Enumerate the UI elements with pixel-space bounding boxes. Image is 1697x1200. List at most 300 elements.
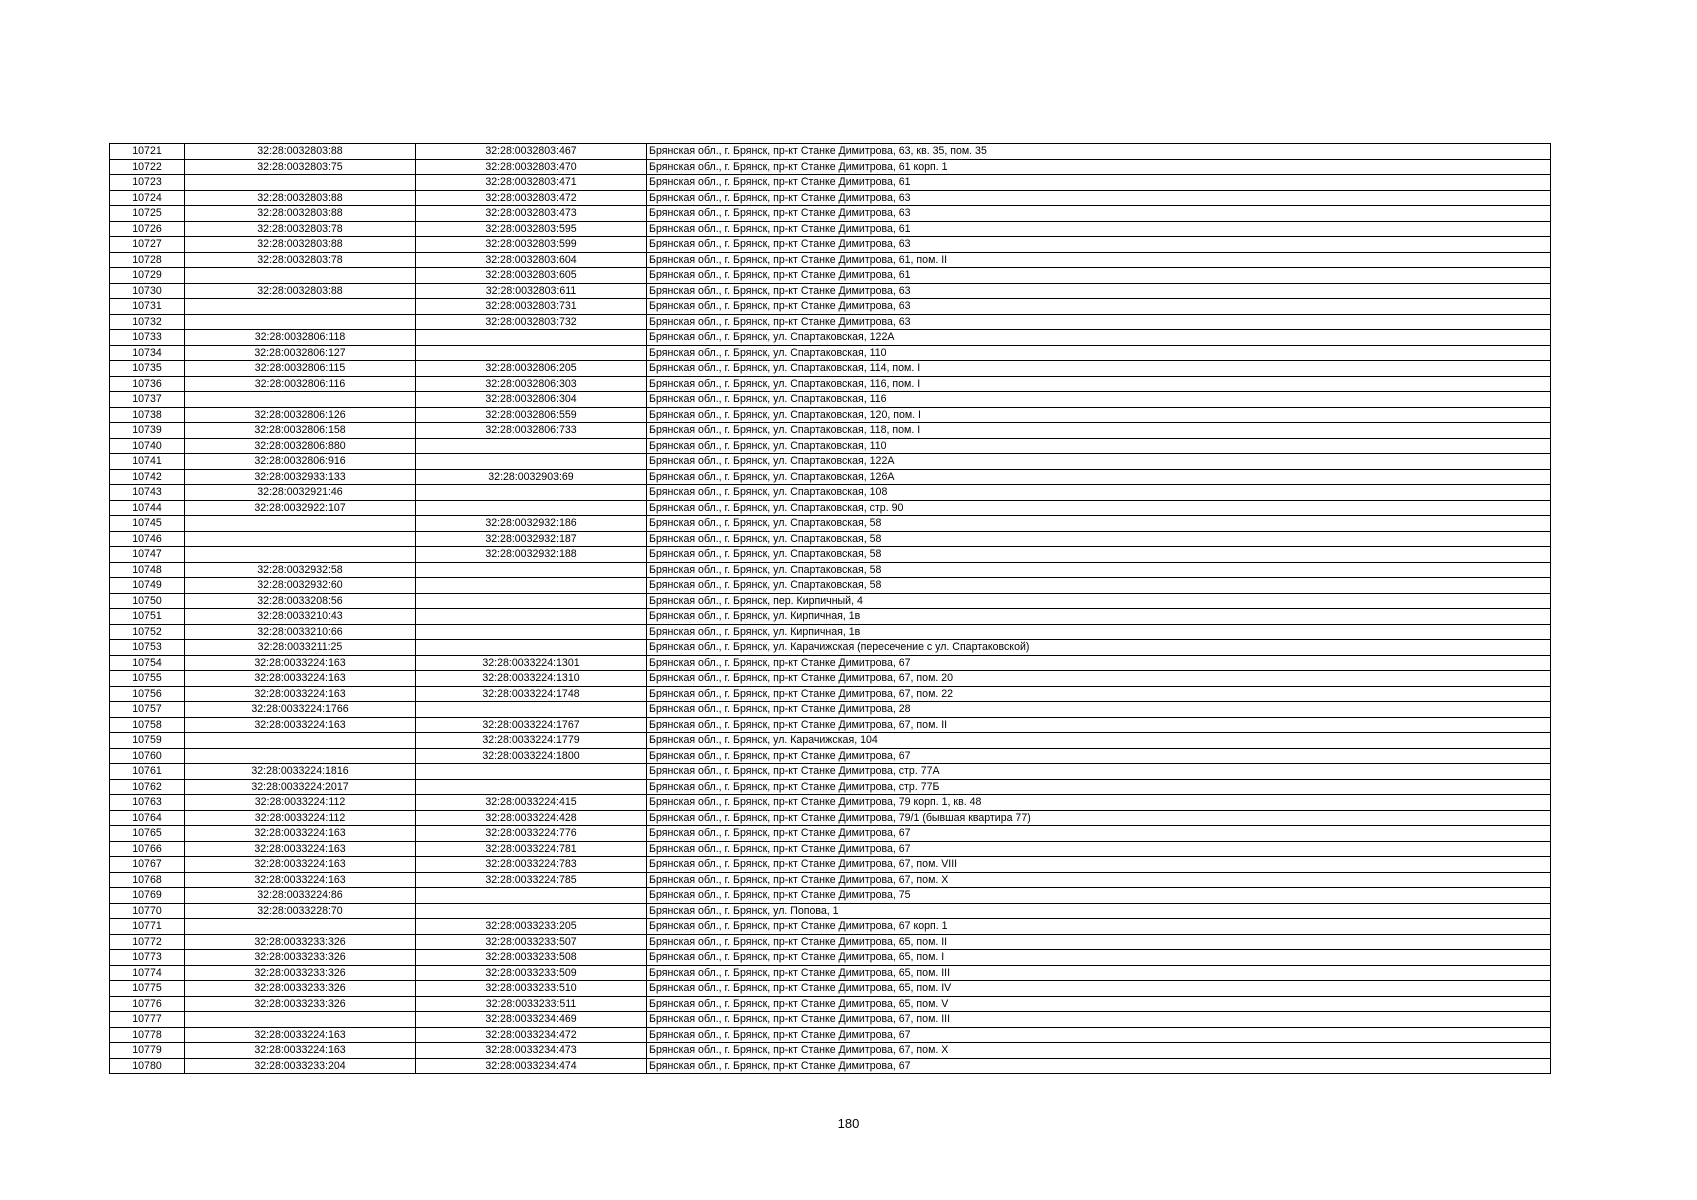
table-row — [110, 655, 1551, 671]
object-cadastral-number-cell — [416, 330, 647, 346]
row-number-cell: 10768 — [110, 872, 185, 888]
row-number-cell: 10765 — [110, 826, 185, 842]
row-number-cell: 10728 — [110, 252, 185, 268]
address-cell: Брянская обл., г. Брянск, пр-кт Станке Димитрова, 67, пом. X — [647, 872, 1551, 888]
object-cadastral-number-cell: 32:28:0033234:472 — [416, 1027, 647, 1043]
object-cadastral-number-cell: 32:28:0033233:510 — [416, 981, 647, 997]
land-plot-cadastral-number-cell: 32:28:0032806:127 — [185, 345, 416, 361]
object-cadastral-number-cell — [416, 888, 647, 904]
table-row — [110, 516, 1551, 532]
land-plot-cadastral-number-cell: 32:28:0033228:70 — [185, 903, 416, 919]
row-number-cell: 10723 — [110, 175, 185, 191]
address-cell: Брянская обл., г. Брянск, пр-кт Станке Димитрова, 65, пом. II — [647, 934, 1551, 950]
land-plot-cadastral-number-cell: 32:28:0032921:46 — [185, 485, 416, 501]
land-plot-cadastral-number-cell: 32:28:0033224:163 — [185, 826, 416, 842]
address-cell: Брянская обл., г. Брянск, ул. Спартаковская, 58 — [647, 562, 1551, 578]
address-cell: Брянская обл., г. Брянск, ул. Спартаковская, 108 — [647, 485, 1551, 501]
object-cadastral-number-cell: 32:28:0032803:595 — [416, 221, 647, 237]
land-plot-cadastral-number-cell — [185, 299, 416, 315]
row-number-cell: 10735 — [110, 361, 185, 377]
row-number-cell: 10755 — [110, 671, 185, 687]
land-plot-cadastral-number-cell: 32:28:0033224:1816 — [185, 764, 416, 780]
object-cadastral-number-cell: 32:28:0032932:186 — [416, 516, 647, 532]
address-cell: Брянская обл., г. Брянск, пр-кт Станке Димитрова, 65, пом. III — [647, 965, 1551, 981]
object-cadastral-number-cell: 32:28:0033224:1779 — [416, 733, 647, 749]
address-cell: Брянская обл., г. Брянск, ул. Спартаковская, 122А — [647, 330, 1551, 346]
land-plot-cadastral-number-cell — [185, 919, 416, 935]
object-cadastral-number-cell: 32:28:0033224:785 — [416, 872, 647, 888]
land-plot-cadastral-number-cell — [185, 314, 416, 330]
row-number-cell: 10762 — [110, 779, 185, 795]
land-plot-cadastral-number-cell: 32:28:0033224:163 — [185, 686, 416, 702]
object-cadastral-number-cell: 32:28:0032932:187 — [416, 531, 647, 547]
object-cadastral-number-cell — [416, 702, 647, 718]
land-plot-cadastral-number-cell: 32:28:0032803:75 — [185, 159, 416, 175]
object-cadastral-number-cell: 32:28:0033224:428 — [416, 810, 647, 826]
table-row — [110, 392, 1551, 408]
table-row — [110, 1012, 1551, 1028]
row-number-cell: 10779 — [110, 1043, 185, 1059]
address-cell: Брянская обл., г. Брянск, пр-кт Станке Димитрова, 67, пом. 20 — [647, 671, 1551, 687]
row-number-cell: 10736 — [110, 376, 185, 392]
address-cell: Брянская обл., г. Брянск, пр-кт Станке Димитрова, 63, кв. 35, пом. 35 — [647, 144, 1551, 160]
row-number-cell: 10731 — [110, 299, 185, 315]
address-cell: Брянская обл., г. Брянск, ул. Спартаковская, 122А — [647, 454, 1551, 470]
object-cadastral-number-cell: 32:28:0032803:472 — [416, 190, 647, 206]
table-row — [110, 671, 1551, 687]
table-row — [110, 810, 1551, 826]
row-number-cell: 10760 — [110, 748, 185, 764]
table-row — [110, 996, 1551, 1012]
land-plot-cadastral-number-cell: 32:28:0032803:88 — [185, 144, 416, 160]
address-cell: Брянская обл., г. Брянск, ул. Спартаковская, 116, пом. I — [647, 376, 1551, 392]
land-plot-cadastral-number-cell: 32:28:0033224:112 — [185, 795, 416, 811]
object-cadastral-number-cell: 32:28:0033234:474 — [416, 1058, 647, 1074]
row-number-cell: 10759 — [110, 733, 185, 749]
table-row — [110, 314, 1551, 330]
address-cell: Брянская обл., г. Брянск, ул. Карачижская, 104 — [647, 733, 1551, 749]
object-cadastral-number-cell: 32:28:0032803:605 — [416, 268, 647, 284]
object-cadastral-number-cell: 32:28:0033233:205 — [416, 919, 647, 935]
row-number-cell: 10770 — [110, 903, 185, 919]
land-plot-cadastral-number-cell: 32:28:0032806:126 — [185, 407, 416, 423]
table-row — [110, 795, 1551, 811]
address-cell: Брянская обл., г. Брянск, пр-кт Станке Димитрова, 67 — [647, 1027, 1551, 1043]
land-plot-cadastral-number-cell — [185, 748, 416, 764]
row-number-cell: 10742 — [110, 469, 185, 485]
row-number-cell: 10729 — [110, 268, 185, 284]
land-plot-cadastral-number-cell: 32:28:0032806:116 — [185, 376, 416, 392]
object-cadastral-number-cell: 32:28:0032806:303 — [416, 376, 647, 392]
object-cadastral-number-cell: 32:28:0032803:467 — [416, 144, 647, 160]
object-cadastral-number-cell: 32:28:0033233:508 — [416, 950, 647, 966]
address-cell: Брянская обл., г. Брянск, пр-кт Станке Димитрова, 63 — [647, 237, 1551, 253]
address-cell: Брянская обл., г. Брянск, пр-кт Станке Димитрова, 67 — [647, 1058, 1551, 1074]
table-row — [110, 609, 1551, 625]
row-number-cell: 10745 — [110, 516, 185, 532]
table-row — [110, 857, 1551, 873]
object-cadastral-number-cell: 32:28:0033224:1301 — [416, 655, 647, 671]
land-plot-cadastral-number-cell: 32:28:0033211:25 — [185, 640, 416, 656]
object-cadastral-number-cell — [416, 609, 647, 625]
row-number-cell: 10777 — [110, 1012, 185, 1028]
row-number-cell: 10724 — [110, 190, 185, 206]
row-number-cell: 10758 — [110, 717, 185, 733]
address-cell: Брянская обл., г. Брянск, пр-кт Станке Димитрова, 61 — [647, 268, 1551, 284]
address-cell: Брянская обл., г. Брянск, пр-кт Станке Димитрова, стр. 77А — [647, 764, 1551, 780]
object-cadastral-number-cell: 32:28:0032806:733 — [416, 423, 647, 439]
row-number-cell: 10756 — [110, 686, 185, 702]
object-cadastral-number-cell: 32:28:0033233:507 — [416, 934, 647, 950]
row-number-cell: 10754 — [110, 655, 185, 671]
address-cell: Брянская обл., г. Брянск, ул. Спартаковская, 118, пом. I — [647, 423, 1551, 439]
object-cadastral-number-cell: 32:28:0032803:599 — [416, 237, 647, 253]
land-plot-cadastral-number-cell — [185, 1012, 416, 1028]
row-number-cell: 10722 — [110, 159, 185, 175]
object-cadastral-number-cell — [416, 345, 647, 361]
row-number-cell: 10778 — [110, 1027, 185, 1043]
land-plot-cadastral-number-cell: 32:28:0032803:78 — [185, 221, 416, 237]
row-number-cell: 10773 — [110, 950, 185, 966]
land-plot-cadastral-number-cell: 32:28:0032803:78 — [185, 252, 416, 268]
land-plot-cadastral-number-cell: 32:28:0032803:88 — [185, 206, 416, 222]
address-cell: Брянская обл., г. Брянск, пер. Кирпичный, 4 — [647, 593, 1551, 609]
table-row — [110, 686, 1551, 702]
object-cadastral-number-cell — [416, 454, 647, 470]
row-number-cell: 10744 — [110, 500, 185, 516]
object-cadastral-number-cell: 32:28:0033224:1800 — [416, 748, 647, 764]
address-cell: Брянская обл., г. Брянск, пр-кт Станке Димитрова, 79 корп. 1, кв. 48 — [647, 795, 1551, 811]
land-plot-cadastral-number-cell: 32:28:0033233:326 — [185, 996, 416, 1012]
object-cadastral-number-cell: 32:28:0033224:1767 — [416, 717, 647, 733]
table-row — [110, 919, 1551, 935]
land-plot-cadastral-number-cell: 32:28:0032806:115 — [185, 361, 416, 377]
land-plot-cadastral-number-cell: 32:28:0033224:163 — [185, 671, 416, 687]
address-cell: Брянская обл., г. Брянск, ул. Кирпичная, 1в — [647, 609, 1551, 625]
row-number-cell: 10733 — [110, 330, 185, 346]
land-plot-cadastral-number-cell: 32:28:0032803:88 — [185, 237, 416, 253]
table-row — [110, 748, 1551, 764]
address-cell: Брянская обл., г. Брянск, ул. Спартаковская, 58 — [647, 531, 1551, 547]
land-plot-cadastral-number-cell: 32:28:0033233:326 — [185, 965, 416, 981]
land-plot-cadastral-number-cell: 32:28:0032806:880 — [185, 438, 416, 454]
object-cadastral-number-cell: 32:28:0033224:1748 — [416, 686, 647, 702]
row-number-cell: 10769 — [110, 888, 185, 904]
table-row — [110, 841, 1551, 857]
row-number-cell: 10739 — [110, 423, 185, 439]
object-cadastral-number-cell — [416, 500, 647, 516]
address-cell: Брянская обл., г. Брянск, ул. Спартаковская, 114, пом. I — [647, 361, 1551, 377]
address-cell: Брянская обл., г. Брянск, пр-кт Станке Димитрова, 28 — [647, 702, 1551, 718]
table-row — [110, 779, 1551, 795]
object-cadastral-number-cell: 32:28:0032803:470 — [416, 159, 647, 175]
land-plot-cadastral-number-cell — [185, 516, 416, 532]
land-plot-cadastral-number-cell: 32:28:0033224:163 — [185, 1027, 416, 1043]
address-cell: Брянская обл., г. Брянск, пр-кт Станке Димитрова, 61, пом. II — [647, 252, 1551, 268]
page-number: 180 — [837, 1116, 860, 1131]
table-row — [110, 361, 1551, 377]
address-cell: Брянская обл., г. Брянск, ул. Спартаковская, 116 — [647, 392, 1551, 408]
table-row — [110, 469, 1551, 485]
land-plot-cadastral-number-cell: 32:28:0032932:58 — [185, 562, 416, 578]
address-cell: Брянская обл., г. Брянск, ул. Спартаковская, 110 — [647, 345, 1551, 361]
table-row — [110, 299, 1551, 315]
row-number-cell: 10764 — [110, 810, 185, 826]
table-row — [110, 531, 1551, 547]
row-number-cell: 10740 — [110, 438, 185, 454]
land-plot-cadastral-number-cell — [185, 268, 416, 284]
table-row — [110, 500, 1551, 516]
row-number-cell: 10761 — [110, 764, 185, 780]
address-cell: Брянская обл., г. Брянск, ул. Кирпичная, 1в — [647, 624, 1551, 640]
row-number-cell: 10774 — [110, 965, 185, 981]
table-row — [110, 144, 1551, 160]
table-row — [110, 981, 1551, 997]
object-cadastral-number-cell — [416, 438, 647, 454]
address-cell: Брянская обл., г. Брянск, ул. Спартаковская, 58 — [647, 547, 1551, 563]
row-number-cell: 10726 — [110, 221, 185, 237]
table-row — [110, 717, 1551, 733]
table-row — [110, 252, 1551, 268]
address-cell: Брянская обл., г. Брянск, ул. Попова, 1 — [647, 903, 1551, 919]
object-cadastral-number-cell: 32:28:0033224:415 — [416, 795, 647, 811]
address-cell: Брянская обл., г. Брянск, пр-кт Станке Димитрова, 67, пом. 22 — [647, 686, 1551, 702]
table-row — [110, 872, 1551, 888]
object-cadastral-number-cell: 32:28:0032932:188 — [416, 547, 647, 563]
address-cell: Брянская обл., г. Брянск, ул. Спартаковская, 120, пом. I — [647, 407, 1551, 423]
address-cell: Брянская обл., г. Брянск, ул. Спартаковская, стр. 90 — [647, 500, 1551, 516]
object-cadastral-number-cell: 32:28:0032803:473 — [416, 206, 647, 222]
address-cell: Брянская обл., г. Брянск, пр-кт Станке Димитрова, 61 корп. 1 — [647, 159, 1551, 175]
land-plot-cadastral-number-cell: 32:28:0032806:158 — [185, 423, 416, 439]
object-cadastral-number-cell: 32:28:0033234:469 — [416, 1012, 647, 1028]
address-cell: Брянская обл., г. Брянск, пр-кт Станке Димитрова, 63 — [647, 190, 1551, 206]
row-number-cell: 10730 — [110, 283, 185, 299]
object-cadastral-number-cell: 32:28:0032803:611 — [416, 283, 647, 299]
land-plot-cadastral-number-cell: 32:28:0033224:163 — [185, 872, 416, 888]
table-row — [110, 1058, 1551, 1074]
land-plot-cadastral-number-cell: 32:28:0033208:56 — [185, 593, 416, 609]
row-number-cell: 10747 — [110, 547, 185, 563]
land-plot-cadastral-number-cell: 32:28:0033233:204 — [185, 1058, 416, 1074]
address-cell: Брянская обл., г. Брянск, пр-кт Станке Димитрова, 67, пом. III — [647, 1012, 1551, 1028]
row-number-cell: 10751 — [110, 609, 185, 625]
object-cadastral-number-cell: 32:28:0033224:1310 — [416, 671, 647, 687]
table-row — [110, 423, 1551, 439]
row-number-cell: 10780 — [110, 1058, 185, 1074]
table-row — [110, 934, 1551, 950]
object-cadastral-number-cell: 32:28:0032806:304 — [416, 392, 647, 408]
address-cell: Брянская обл., г. Брянск, пр-кт Станке Димитрова, 67, пом. X — [647, 1043, 1551, 1059]
object-cadastral-number-cell: 32:28:0032903:69 — [416, 469, 647, 485]
table-row — [110, 950, 1551, 966]
row-number-cell: 10725 — [110, 206, 185, 222]
row-number-cell: 10737 — [110, 392, 185, 408]
table-body — [110, 144, 1551, 1074]
row-number-cell: 10763 — [110, 795, 185, 811]
row-number-cell: 10766 — [110, 841, 185, 857]
land-plot-cadastral-number-cell: 32:28:0033224:163 — [185, 655, 416, 671]
table-row — [110, 578, 1551, 594]
address-cell: Брянская обл., г. Брянск, пр-кт Станке Димитрова, 63 — [647, 283, 1551, 299]
row-number-cell: 10727 — [110, 237, 185, 253]
table-row — [110, 407, 1551, 423]
land-plot-cadastral-number-cell: 32:28:0033210:43 — [185, 609, 416, 625]
row-number-cell: 10752 — [110, 624, 185, 640]
object-cadastral-number-cell — [416, 640, 647, 656]
land-plot-cadastral-number-cell: 32:28:0033233:326 — [185, 934, 416, 950]
land-plot-cadastral-number-cell — [185, 175, 416, 191]
land-plot-cadastral-number-cell — [185, 531, 416, 547]
object-cadastral-number-cell — [416, 562, 647, 578]
object-cadastral-number-cell: 32:28:0033224:783 — [416, 857, 647, 873]
table-row — [110, 190, 1551, 206]
address-cell: Брянская обл., г. Брянск, ул. Спартаковская, 110 — [647, 438, 1551, 454]
land-plot-cadastral-number-cell: 32:28:0033224:163 — [185, 1043, 416, 1059]
object-cadastral-number-cell: 32:28:0032803:604 — [416, 252, 647, 268]
table-row — [110, 206, 1551, 222]
table-row — [110, 454, 1551, 470]
row-number-cell: 10757 — [110, 702, 185, 718]
table-row — [110, 1043, 1551, 1059]
object-cadastral-number-cell: 32:28:0032803:471 — [416, 175, 647, 191]
address-cell: Брянская обл., г. Брянск, пр-кт Станке Димитрова, 67 — [647, 655, 1551, 671]
object-cadastral-number-cell — [416, 764, 647, 780]
row-number-cell: 10776 — [110, 996, 185, 1012]
cadastral-register-table — [109, 143, 1551, 1074]
address-cell: Брянская обл., г. Брянск, пр-кт Станке Димитрова, 65, пом. I — [647, 950, 1551, 966]
land-plot-cadastral-number-cell: 32:28:0032922:107 — [185, 500, 416, 516]
address-cell: Брянская обл., г. Брянск, пр-кт Станке Димитрова, 79/1 (бывшая квартира 77) — [647, 810, 1551, 826]
row-number-cell: 10772 — [110, 934, 185, 950]
object-cadastral-number-cell — [416, 578, 647, 594]
object-cadastral-number-cell: 32:28:0033224:781 — [416, 841, 647, 857]
address-cell: Брянская обл., г. Брянск, пр-кт Станке Димитрова, стр. 77Б — [647, 779, 1551, 795]
row-number-cell: 10732 — [110, 314, 185, 330]
address-cell: Брянская обл., г. Брянск, пр-кт Станке Димитрова, 67 корп. 1 — [647, 919, 1551, 935]
land-plot-cadastral-number-cell — [185, 547, 416, 563]
table-row — [110, 965, 1551, 981]
land-plot-cadastral-number-cell: 32:28:0032803:88 — [185, 283, 416, 299]
land-plot-cadastral-number-cell: 32:28:0032806:118 — [185, 330, 416, 346]
table-row — [110, 640, 1551, 656]
table-row — [110, 268, 1551, 284]
land-plot-cadastral-number-cell: 32:28:0032933:133 — [185, 469, 416, 485]
object-cadastral-number-cell — [416, 624, 647, 640]
address-cell: Брянская обл., г. Брянск, пр-кт Станке Димитрова, 75 — [647, 888, 1551, 904]
address-cell: Брянская обл., г. Брянск, пр-кт Станке Димитрова, 67, пом. II — [647, 717, 1551, 733]
address-cell: Брянская обл., г. Брянск, пр-кт Станке Димитрова, 65, пом. IV — [647, 981, 1551, 997]
land-plot-cadastral-number-cell: 32:28:0033233:326 — [185, 950, 416, 966]
object-cadastral-number-cell: 32:28:0033233:511 — [416, 996, 647, 1012]
table-row — [110, 702, 1551, 718]
row-number-cell: 10767 — [110, 857, 185, 873]
table-row — [110, 1027, 1551, 1043]
row-number-cell: 10749 — [110, 578, 185, 594]
table-row — [110, 438, 1551, 454]
row-number-cell: 10748 — [110, 562, 185, 578]
table-row — [110, 624, 1551, 640]
object-cadastral-number-cell — [416, 779, 647, 795]
land-plot-cadastral-number-cell: 32:28:0033233:326 — [185, 981, 416, 997]
table-row — [110, 593, 1551, 609]
row-number-cell: 10771 — [110, 919, 185, 935]
row-number-cell: 10750 — [110, 593, 185, 609]
address-cell: Брянская обл., г. Брянск, пр-кт Станке Димитрова, 63 — [647, 314, 1551, 330]
land-plot-cadastral-number-cell: 32:28:0033224:86 — [185, 888, 416, 904]
table-row — [110, 159, 1551, 175]
table-row — [110, 330, 1551, 346]
land-plot-cadastral-number-cell: 32:28:0033224:163 — [185, 857, 416, 873]
row-number-cell: 10738 — [110, 407, 185, 423]
row-number-cell: 10734 — [110, 345, 185, 361]
address-cell: Брянская обл., г. Брянск, пр-кт Станке Димитрова, 63 — [647, 299, 1551, 315]
object-cadastral-number-cell — [416, 485, 647, 501]
row-number-cell: 10721 — [110, 144, 185, 160]
address-cell: Брянская обл., г. Брянск, пр-кт Станке Димитрова, 61 — [647, 221, 1551, 237]
address-cell: Брянская обл., г. Брянск, ул. Спартаковская, 58 — [647, 578, 1551, 594]
land-plot-cadastral-number-cell: 32:28:0033224:1766 — [185, 702, 416, 718]
land-plot-cadastral-number-cell: 32:28:0033224:112 — [185, 810, 416, 826]
address-cell: Брянская обл., г. Брянск, ул. Карачижская (пересечение с ул. Спартаковской) — [647, 640, 1551, 656]
address-cell: Брянская обл., г. Брянск, пр-кт Станке Димитрова, 63 — [647, 206, 1551, 222]
row-number-cell: 10775 — [110, 981, 185, 997]
object-cadastral-number-cell: 32:28:0033224:776 — [416, 826, 647, 842]
land-plot-cadastral-number-cell: 32:28:0033224:163 — [185, 717, 416, 733]
address-cell: Брянская обл., г. Брянск, пр-кт Станке Димитрова, 67, пом. VIII — [647, 857, 1551, 873]
land-plot-cadastral-number-cell: 32:28:0032932:60 — [185, 578, 416, 594]
land-plot-cadastral-number-cell — [185, 733, 416, 749]
table-row — [110, 221, 1551, 237]
address-cell: Брянская обл., г. Брянск, пр-кт Станке Димитрова, 65, пом. V — [647, 996, 1551, 1012]
address-cell: Брянская обл., г. Брянск, ул. Спартаковская, 58 — [647, 516, 1551, 532]
table-row — [110, 826, 1551, 842]
table-row — [110, 485, 1551, 501]
land-plot-cadastral-number-cell: 32:28:0033210:66 — [185, 624, 416, 640]
address-cell: Брянская обл., г. Брянск, пр-кт Станке Димитрова, 67 — [647, 841, 1551, 857]
object-cadastral-number-cell — [416, 593, 647, 609]
row-number-cell: 10753 — [110, 640, 185, 656]
land-plot-cadastral-number-cell — [185, 392, 416, 408]
table-row — [110, 175, 1551, 191]
table-row — [110, 283, 1551, 299]
table-row — [110, 562, 1551, 578]
object-cadastral-number-cell: 32:28:0032806:205 — [416, 361, 647, 377]
address-cell: Брянская обл., г. Брянск, пр-кт Станке Димитрова, 61 — [647, 175, 1551, 191]
object-cadastral-number-cell: 32:28:0032806:559 — [416, 407, 647, 423]
address-cell: Брянская обл., г. Брянск, ул. Спартаковская, 126А — [647, 469, 1551, 485]
table-row — [110, 733, 1551, 749]
object-cadastral-number-cell: 32:28:0033234:473 — [416, 1043, 647, 1059]
table-row — [110, 237, 1551, 253]
table-row — [110, 764, 1551, 780]
object-cadastral-number-cell — [416, 903, 647, 919]
table-row — [110, 903, 1551, 919]
land-plot-cadastral-number-cell: 32:28:0032803:88 — [185, 190, 416, 206]
table-row — [110, 345, 1551, 361]
object-cadastral-number-cell: 32:28:0032803:731 — [416, 299, 647, 315]
address-cell: Брянская обл., г. Брянск, пр-кт Станке Димитрова, 67 — [647, 748, 1551, 764]
row-number-cell: 10741 — [110, 454, 185, 470]
land-plot-cadastral-number-cell: 32:28:0033224:2017 — [185, 779, 416, 795]
land-plot-cadastral-number-cell: 32:28:0033224:163 — [185, 841, 416, 857]
table-row — [110, 547, 1551, 563]
table-row — [110, 888, 1551, 904]
table-row — [110, 376, 1551, 392]
object-cadastral-number-cell: 32:28:0032803:732 — [416, 314, 647, 330]
row-number-cell: 10743 — [110, 485, 185, 501]
address-cell: Брянская обл., г. Брянск, пр-кт Станке Димитрова, 67 — [647, 826, 1551, 842]
